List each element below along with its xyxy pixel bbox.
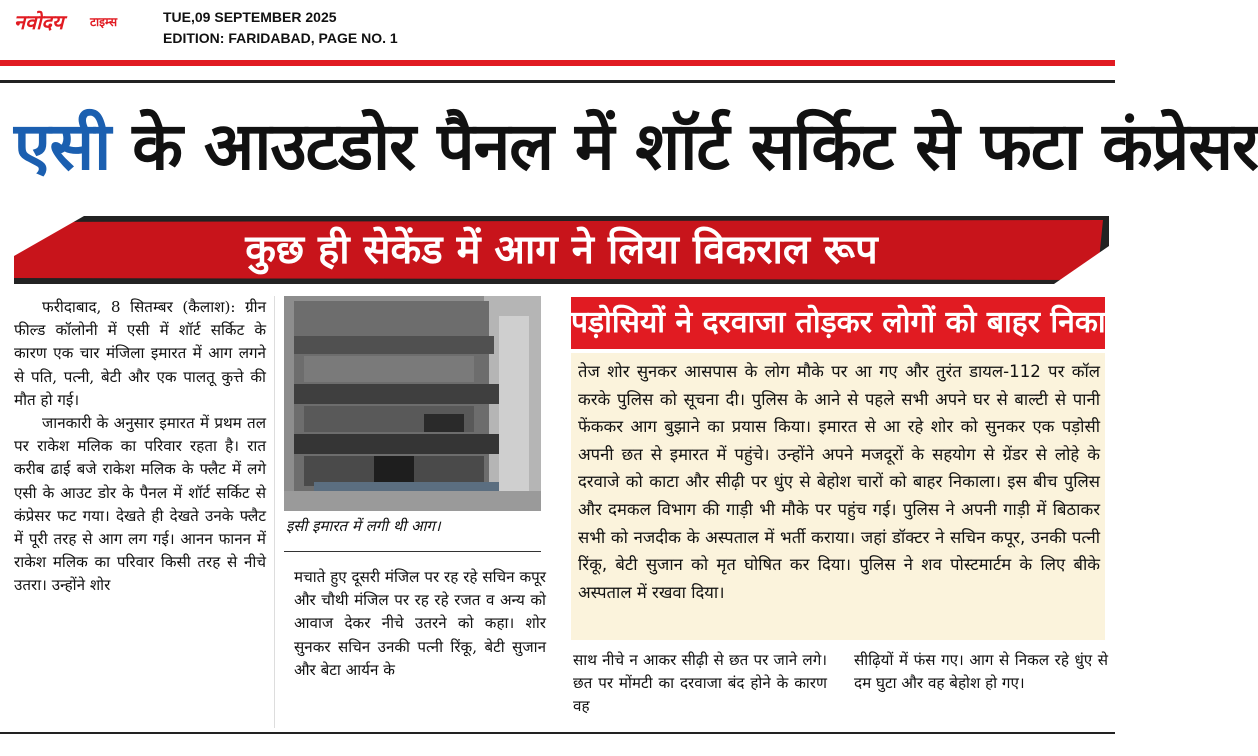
newspaper-logo-sub: टाइम्स [90, 15, 118, 29]
article-column-2: मचाते हुए दूसरी मंजिल पर रह रहे सचिन कपूर और चौथी मंजिल पर रह रहे रजत व अन्य को आवाज देकर नीचे उतरने को कहा। शोर सुनकर सचिन उनकी पत्नी रिंकू, बेटी सुजान और बेटा आर्यन के [294, 568, 546, 679]
subheadline-band [14, 216, 1109, 284]
headline-highlight: एसी [14, 108, 111, 185]
column-divider [274, 296, 275, 728]
headline-rest: के आउटडोर पैनल में शॉर्ट सर्किट से फटा कंप्रेसर [110, 108, 1258, 185]
subheadline: कुछ ही सेकेंड में आग ने लिया विकराल रूप [245, 227, 878, 273]
masthead [0, 0, 1115, 60]
headline [14, 97, 1258, 197]
building-fire-photo[interactable] [284, 296, 541, 511]
bottom-rule [0, 732, 1115, 734]
caption-rule [284, 551, 541, 552]
article-paragraph: जानकारी के अनुसार इमारत में प्रथम तल पर राकेश मलिक का परिवार रहता है। रात करीब ढाई बजे राकेश मलिक के फ्लैट में लगे एसी के आउट डोर के पैनल में शॉर्ट सर्किट से कंप्रेसर फट गया। देखते ही देखते उनके फ्लैट में पूरी तरह से आग लग गई। आनन फानन में राकेश मलिक का परिवार किसी तरह से नीचे उतरा। उन्होंने शोर [14, 414, 266, 595]
top-rule [0, 80, 1115, 83]
boxed-story-text: तेज शोर सुनकर आसपास के लोग मौके पर आ गए और तुरंत डायल-112 पर कॉल करके पुलिस को सूचना दी। पुलिस के आने से पहले सभी अपने घर से बाल्टी से पानी फेंककर आग बुझाने का प्रयास किया। इमारत से आ रहे शोर को सुनकर एक पड़ोसी अपनी छत से इमारत में पहुंचे। उन्होंने अपने मजदूरों के सहयोग से ग्रेंडर से लोहे के दरवाजे को काटा और सीढ़ी पर धुंए से बेहोश चारों को बाहर निकाला। इस बीच पुलिस और दमकल विभाग की गाड़ी भी मौके पर पहुंच गई। पुलिस ने अपनी गाड़ी में बिठाकर सभी को नजदीक के अस्पताल में भर्ती कराया। जहां डॉक्टर ने सचिन कपूर, उनकी पत्नी रिंकू, बेटी सुजान को मृत घोषित कर दिया। पुलिस ने शव पोस्टमार्टम के लिए बीके अस्पताल में रखवा दिया। [578, 362, 1100, 602]
masthead-red-rule [0, 60, 1115, 66]
article-column-4: सीढ़ियों में फंस गए। आग से निकल रहे धुंए से दम घुटा और वह बेहोश हो गए। [854, 651, 1108, 693]
issue-date: TUE,09 SEPTEMBER 2025 [163, 9, 337, 25]
edition-info: EDITION: FARIDABAD, PAGE NO. 1 [163, 30, 398, 46]
newspaper-logo[interactable]: नवोदय [14, 10, 64, 34]
article-column-3: साथ नीचे न आकर सीढ़ी से छत पर जाने लगे। छत पर मोंमटी का दरवाजा बंद होने के कारण वह [573, 651, 827, 716]
photo-caption: इसी इमारत में लगी थी आग। [286, 517, 441, 535]
article-column-1 [14, 296, 266, 598]
article-paragraph: फरीदाबाद, 8 सितम्बर (कैलाश): ग्रीन फील्ड कॉलोनी में एसी में शॉर्ट सर्किट के कारण एक चार मंजिला इमारत में आग लगने से पति, पत्नी, बेटी और एक पालतू कुत्ते की मौत हो गई। [14, 298, 266, 409]
box-heading: पड़ोसियों ने दरवाजा तोड़कर लोगों को बाहर निकाला [571, 297, 1105, 349]
building-illustration [284, 296, 541, 511]
